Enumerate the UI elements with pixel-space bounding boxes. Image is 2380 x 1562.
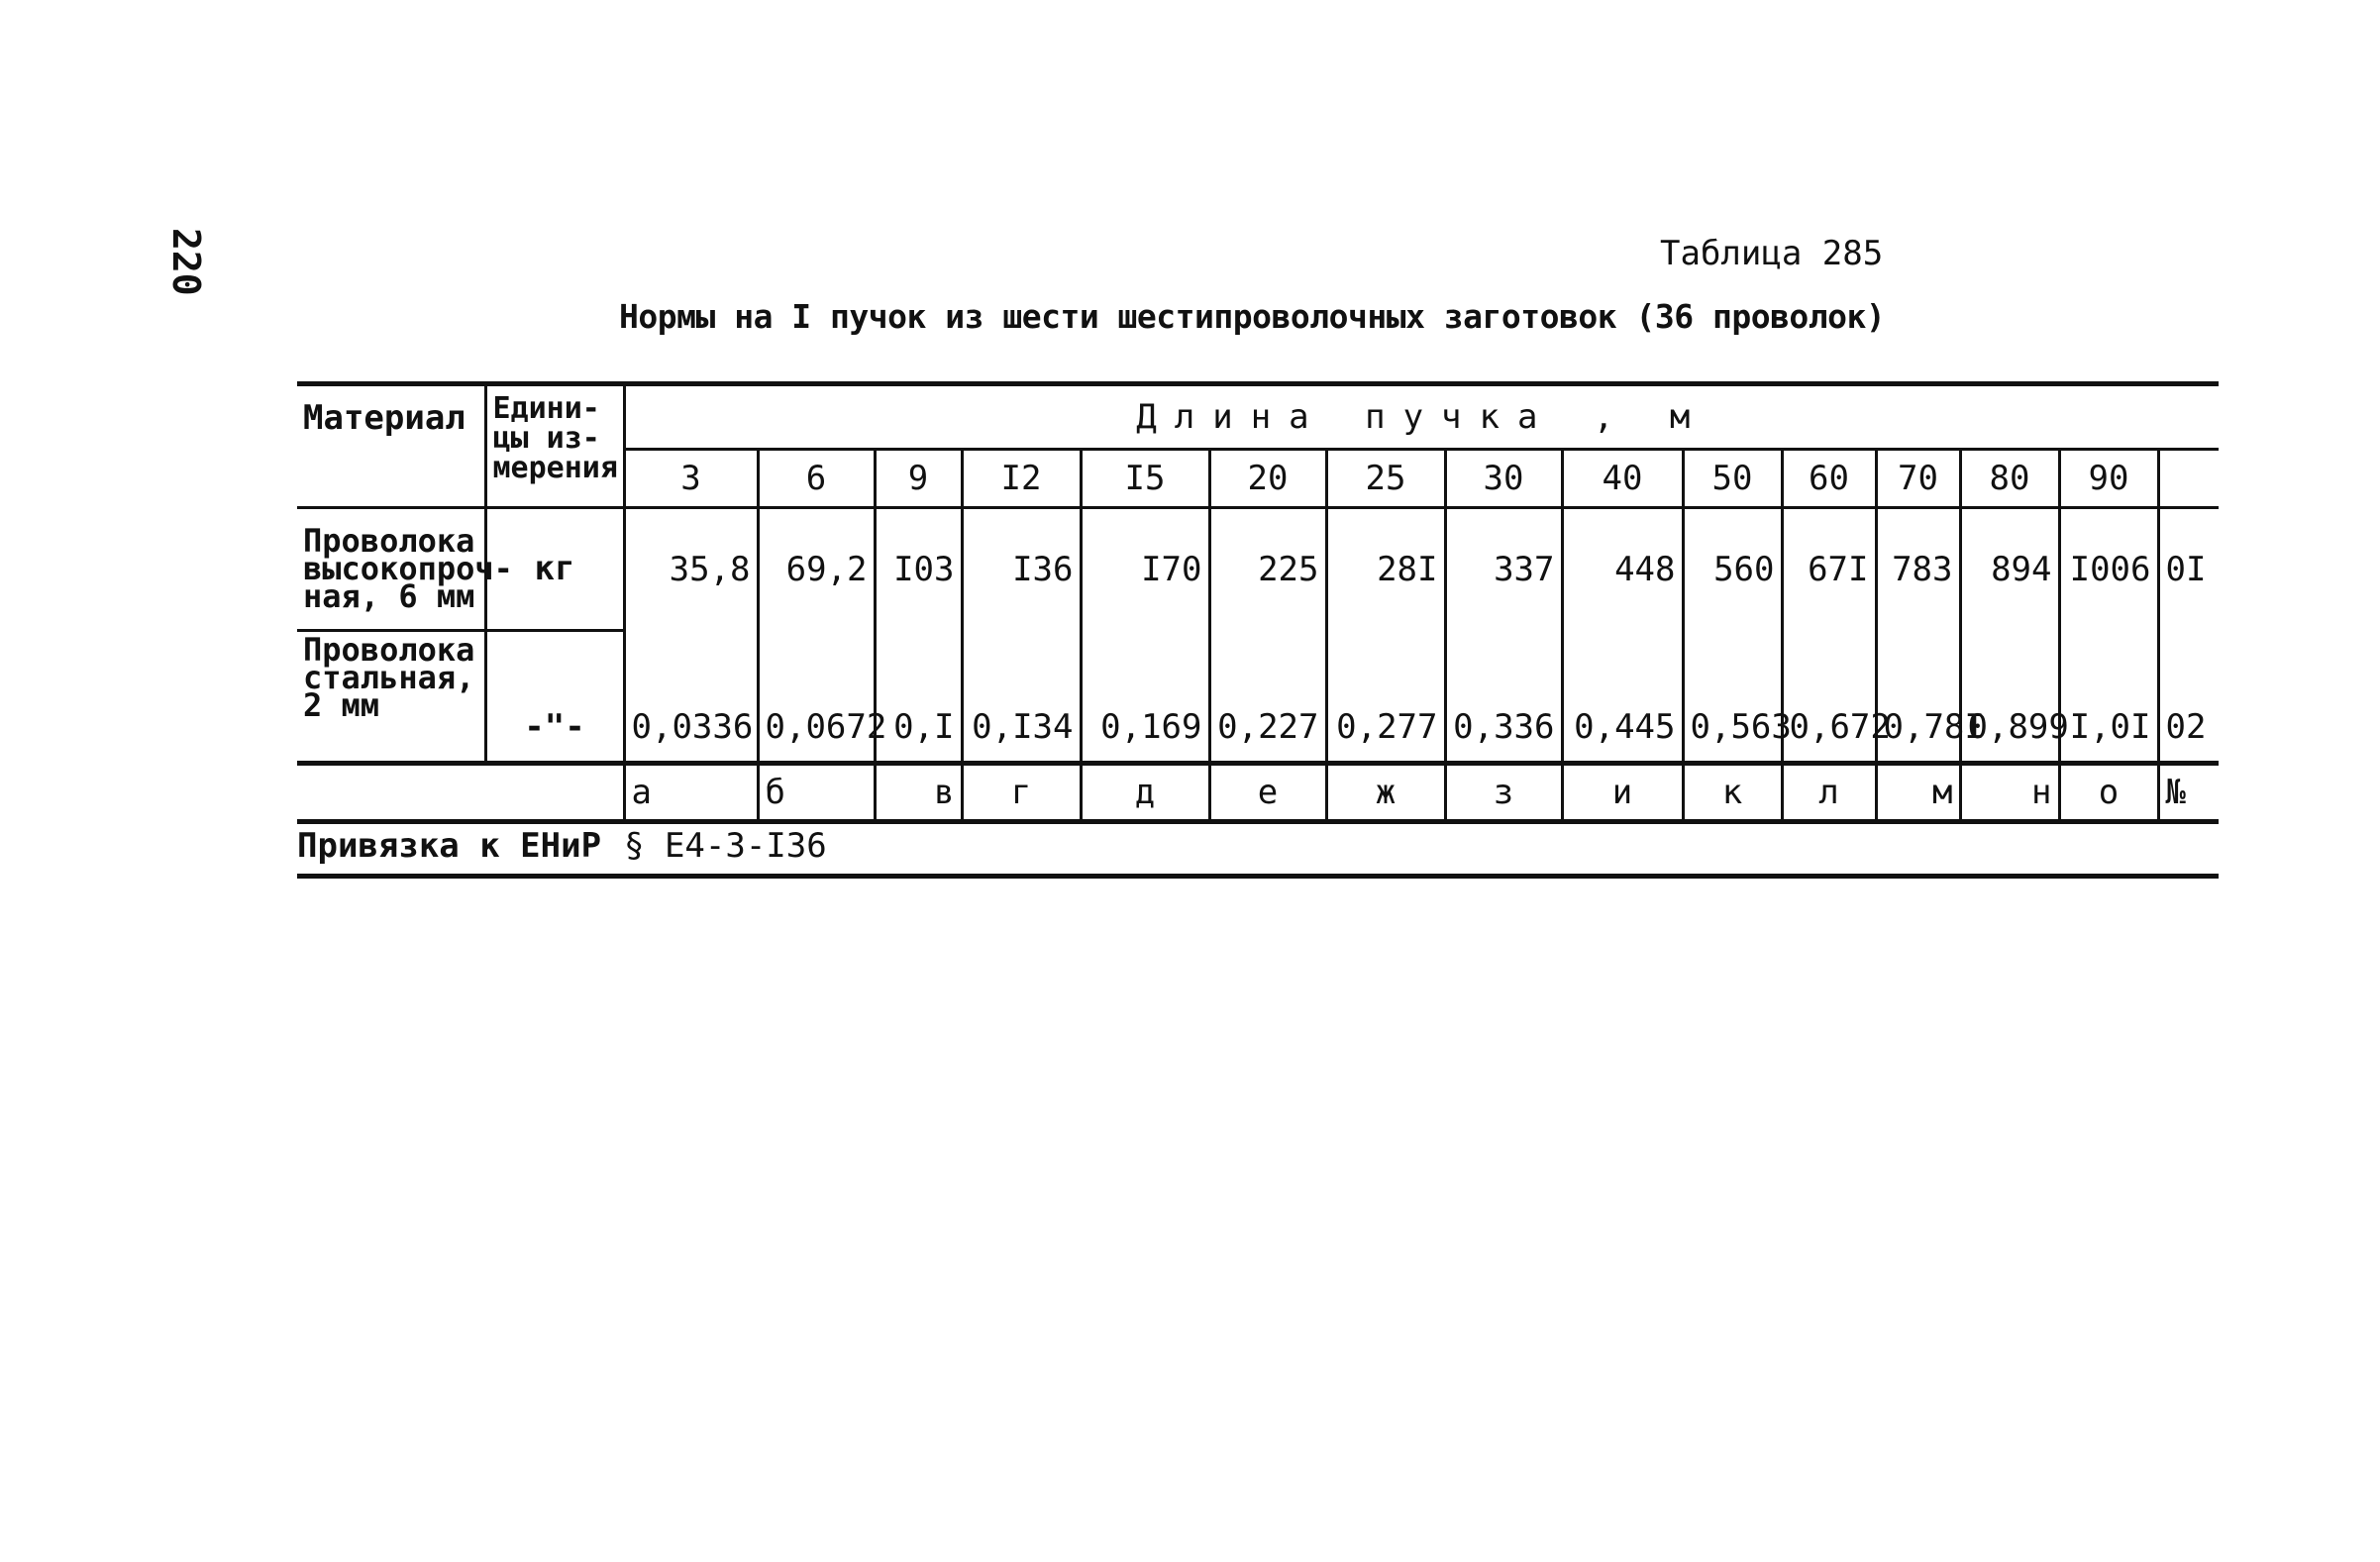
column-code: о [2059,764,2158,822]
norm-value: 0,I34 [962,630,1081,764]
column-code: д [1081,764,1209,822]
norm-value: I36 [962,508,1081,631]
norm-value: 0,672 [1782,630,1876,764]
column-code: к [1683,764,1782,822]
unit-value: кг [485,508,624,631]
norm-value: 0,169 [1081,630,1209,764]
norm-value: 448 [1562,508,1683,631]
column-code: е [1209,764,1326,822]
column-code: г [962,764,1081,822]
column-codes-row [297,764,2219,822]
length-value: I2 [962,450,1081,508]
length-value: 90 [2059,450,2158,508]
length-value [2158,450,2219,508]
norm-value: 0,I [875,630,962,764]
norm-value: I70 [1081,508,1209,631]
norm-value: 0,445 [1562,630,1683,764]
norm-value: 02 [2158,630,2219,764]
norm-value: 28I [1326,508,1445,631]
binding-reference: § Е4-3-I36 [624,826,827,866]
norm-value: 560 [1683,508,1782,631]
table-row [297,508,2219,631]
binding-label: Привязка к ЕНиР [297,826,602,866]
column-code: л [1782,764,1876,822]
norm-value: 783 [1876,508,1960,631]
norm-value: 0,78I [1876,630,1960,764]
material-name: Проволока стальная, 2 мм [297,630,485,764]
norm-value: 0,277 [1326,630,1445,764]
column-code: ж [1326,764,1445,822]
length-value: 3 [624,450,758,508]
norm-value: I03 [875,508,962,631]
norm-value: 0,227 [1209,630,1326,764]
length-value: 50 [1683,450,1782,508]
norm-value: 0,563 [1683,630,1782,764]
norm-value: 0,0672 [758,630,875,764]
norms-table [297,381,2219,824]
norm-value: 0,0336 [624,630,758,764]
length-value: 25 [1326,450,1445,508]
table-row [297,630,2219,764]
length-value: 60 [1782,450,1876,508]
unit-value: -"- [485,630,624,764]
column-code: а [624,764,758,822]
column-code: в [875,764,962,822]
norm-value: 0I [2158,508,2219,631]
column-code: м [1876,764,1960,822]
length-value: 6 [758,450,875,508]
length-value: 80 [1960,450,2059,508]
column-code: н [1960,764,2059,822]
column-code: и [1562,764,1683,822]
norm-value: I,0I [2059,630,2158,764]
enir-binding [297,818,2219,879]
column-code: № [2158,764,2219,822]
norm-value: 0,336 [1445,630,1562,764]
norm-value: 69,2 [758,508,875,631]
norm-value: 225 [1209,508,1326,631]
page-number: 220 [164,228,208,296]
codes-spacer [297,764,624,822]
table-title: Нормы на I пучок из шести шестипроволочных заготовок (36 проволок) [619,297,1886,336]
material-header: Материал [297,384,485,508]
length-value: 20 [1209,450,1326,508]
length-value: I5 [1081,450,1209,508]
norm-value: 337 [1445,508,1562,631]
unit-header: Едини- цы из- мерения [485,384,624,508]
length-value: 70 [1876,450,1960,508]
length-value: 30 [1445,450,1562,508]
length-value: 9 [875,450,962,508]
material-name: Проволока высокопроч-ная, 6 мм [297,508,485,631]
norm-value: I006 [2059,508,2158,631]
length-header: Длина пучка , м [624,384,2219,450]
column-code: б [758,764,875,822]
norm-value: 894 [1960,508,2059,631]
norm-value: 67I [1782,508,1876,631]
norm-value: 35,8 [624,508,758,631]
norm-value: 0,899 [1960,630,2059,764]
length-value: 40 [1562,450,1683,508]
table-label: Таблица 285 [1660,234,1884,273]
column-code: з [1445,764,1562,822]
